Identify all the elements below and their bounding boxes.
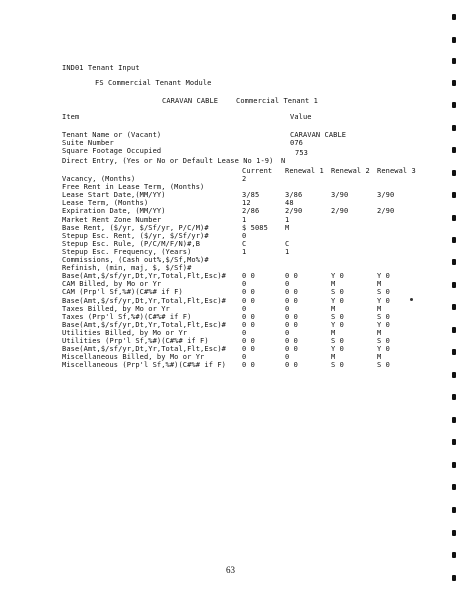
row-label: Free Rent in Lease Term, (Months) (62, 183, 205, 192)
row-cell[interactable]: 0 0 (285, 345, 298, 354)
row-cell[interactable]: $ 5085 (242, 223, 268, 232)
row-cell[interactable]: 0 (242, 328, 247, 337)
row-cell[interactable]: Y 0 (377, 345, 390, 354)
item-column-header: Item (62, 113, 80, 121)
row-cell[interactable]: Y 0 (331, 296, 344, 305)
row-cell[interactable]: 0 (285, 328, 290, 337)
row-cell[interactable]: 0 0 (242, 337, 255, 345)
module-title: FS Commercial Tenant Module (95, 79, 212, 87)
row-cell[interactable]: 0 0 (242, 288, 255, 297)
row-cell[interactable]: 1 (242, 215, 247, 224)
row-cell[interactable]: 0 0 (285, 272, 298, 281)
row-cell[interactable]: S 0 (377, 312, 390, 321)
row-cell[interactable]: 0 0 (285, 288, 298, 297)
row-cell[interactable]: 0 0 (242, 312, 255, 321)
field-value[interactable]: 076 (290, 139, 303, 147)
row-cell[interactable]: 0 0 (285, 312, 298, 321)
row-cell[interactable]: Y 0 (331, 320, 344, 329)
row-cell[interactable]: M (377, 304, 382, 313)
row-label: Lease Start Date,(MM/YY) (62, 191, 166, 200)
row-label: Base Rent, ($/yr, $/Sf/yr, P/C/M)# (62, 223, 209, 232)
field-label: Direct Entry, (Yes or No or Default Lease No 1-9) (62, 157, 274, 165)
page-edge-marks (452, 0, 457, 599)
row-cell[interactable]: 2 (242, 175, 247, 183)
row-cell[interactable]: 48 (285, 199, 294, 208)
row-cell[interactable]: 0 (285, 353, 290, 362)
row-cell[interactable]: M (331, 304, 336, 313)
row-cell[interactable]: Y 0 (377, 296, 390, 305)
tenant-type-heading: Commercial Tenant 1 (236, 97, 318, 105)
row-cell[interactable]: M (377, 328, 382, 337)
row-cell[interactable]: C (285, 239, 290, 248)
page-number: 63 (226, 565, 235, 575)
row-cell[interactable]: 3/90 (331, 191, 349, 200)
value-column-header: Value (290, 113, 312, 121)
field-value[interactable]: CARAVAN CABLE (290, 131, 347, 139)
row-cell[interactable]: 0 (285, 280, 290, 289)
row-cell[interactable]: M (377, 353, 382, 362)
row-cell[interactable]: 1 (285, 247, 290, 256)
row-cell[interactable]: S 0 (331, 337, 344, 345)
row-label: Stepup Esc. Rent, ($/yr, $/Sf/yr)# (62, 231, 209, 240)
row-cell[interactable]: 0 0 (285, 320, 298, 329)
row-cell[interactable]: 2/90 (285, 207, 303, 216)
row-label: Taxes (Prp'l Sf,%#)(C#%# if F) (62, 312, 192, 321)
row-cell[interactable]: M (377, 280, 382, 289)
row-label: Stepup Esc. Frequency, (Years) (62, 247, 192, 256)
row-cell[interactable]: S 0 (331, 288, 344, 297)
row-cell[interactable]: 0 0 (242, 320, 255, 329)
row-cell[interactable]: Y 0 (331, 272, 344, 281)
row-cell[interactable]: M (285, 223, 290, 232)
row-cell[interactable]: C (242, 239, 247, 248)
row-cell[interactable]: Y 0 (377, 320, 390, 329)
row-label: Vacancy, (Months) (62, 175, 136, 183)
row-label: Miscellaneous (Prp'l Sf,%#)(C#%# if F) (62, 361, 226, 370)
row-label: CAM (Prp'l Sf,%#)(C#%# if F) (62, 288, 183, 297)
row-cell[interactable]: 0 0 (242, 272, 255, 281)
row-label: Commissions, (Cash out%,$/Sf,Mo%)# (62, 256, 209, 264)
row-label: Base(Amt,$/sf/yr,Dt,Yr,Total,Flt,Esc)# (62, 345, 226, 354)
row-cell[interactable]: 0 0 (285, 296, 298, 305)
row-cell[interactable]: 1 (242, 247, 247, 256)
row-label: Expiration Date, (MM/YY) (62, 207, 166, 216)
row-label: Miscellaneous Billed, by Mo or Yr (62, 353, 205, 362)
renewal3-column-header: Renewal 3 (377, 167, 416, 175)
row-cell[interactable]: 0 (242, 353, 247, 362)
row-cell[interactable]: 0 (242, 231, 247, 240)
field-label: Suite Number (62, 139, 114, 147)
screen-code: IND01 Tenant Input (62, 64, 140, 72)
scan-mark (410, 298, 413, 301)
row-cell[interactable]: 3/86 (285, 191, 303, 200)
row-cell[interactable]: S 0 (331, 361, 344, 370)
row-label: Utilities (Prp'l Sf,%#)(C#%# if F) (62, 337, 209, 345)
row-cell[interactable]: M (331, 353, 336, 362)
current-column-header: Current (242, 167, 273, 175)
row-cell[interactable]: 0 0 (285, 337, 298, 345)
row-label: Market Rent Zone Number (62, 215, 162, 224)
row-cell[interactable]: Y 0 (331, 345, 344, 354)
row-label: Base(Amt,$/sf/yr,Dt,Yr,Total,Flt,Esc)# (62, 320, 226, 329)
row-label: Taxes Billed, by Mo or Yr (62, 304, 170, 313)
row-cell[interactable]: 0 0 (242, 296, 255, 305)
row-label: Lease Term, (Months) (62, 199, 149, 208)
field-value[interactable]: 753 (295, 149, 308, 157)
field-label: Tenant Name or (Vacant) (62, 131, 162, 139)
row-cell[interactable]: Y 0 (377, 272, 390, 281)
row-cell[interactable]: 3/90 (377, 191, 395, 200)
row-cell[interactable]: 0 (242, 304, 247, 313)
row-cell[interactable]: 0 (242, 280, 247, 289)
row-cell[interactable]: 2/90 (331, 207, 349, 216)
row-label: CAM Billed, by Mo or Yr (62, 280, 162, 289)
row-cell[interactable]: M (331, 280, 336, 289)
field-label: Square Footage Occupied (62, 147, 162, 155)
row-label: Base(Amt,$/sf/yr,Dt,Yr,Total,Flt,Esc)# (62, 296, 226, 305)
renewal1-column-header: Renewal 1 (285, 167, 324, 175)
row-cell[interactable]: S 0 (377, 337, 390, 345)
row-cell[interactable]: 0 0 (285, 361, 298, 370)
tenant-name-heading: CARAVAN CABLE (162, 97, 219, 105)
row-cell[interactable]: 2/86 (242, 207, 260, 216)
row-cell[interactable]: 2/90 (377, 207, 395, 216)
row-cell[interactable]: 0 0 (242, 345, 255, 354)
row-cell[interactable]: 3/85 (242, 191, 260, 200)
row-cell[interactable]: 1 (285, 215, 290, 224)
row-cell[interactable]: S 0 (377, 361, 390, 370)
row-label: Base(Amt,$/sf/yr,Dt,Yr,Total,Flt,Esc)# (62, 272, 226, 281)
field-value[interactable]: N (281, 157, 286, 165)
renewal2-column-header: Renewal 2 (331, 167, 370, 175)
row-label: Utilities Billed, by Mo or Yr (62, 328, 188, 337)
row-label: Stepup Esc. Rule, (P/C/M/F/N)#,B (62, 239, 201, 248)
row-cell[interactable]: 0 0 (242, 361, 255, 370)
row-cell[interactable]: 12 (242, 199, 251, 208)
row-cell[interactable]: S 0 (377, 288, 390, 297)
row-label: Refinish, (min, maj, $, $/Sf)# (62, 264, 192, 273)
row-cell[interactable]: M (331, 328, 336, 337)
row-cell[interactable]: 0 (285, 304, 290, 313)
row-cell[interactable]: S 0 (331, 312, 344, 321)
